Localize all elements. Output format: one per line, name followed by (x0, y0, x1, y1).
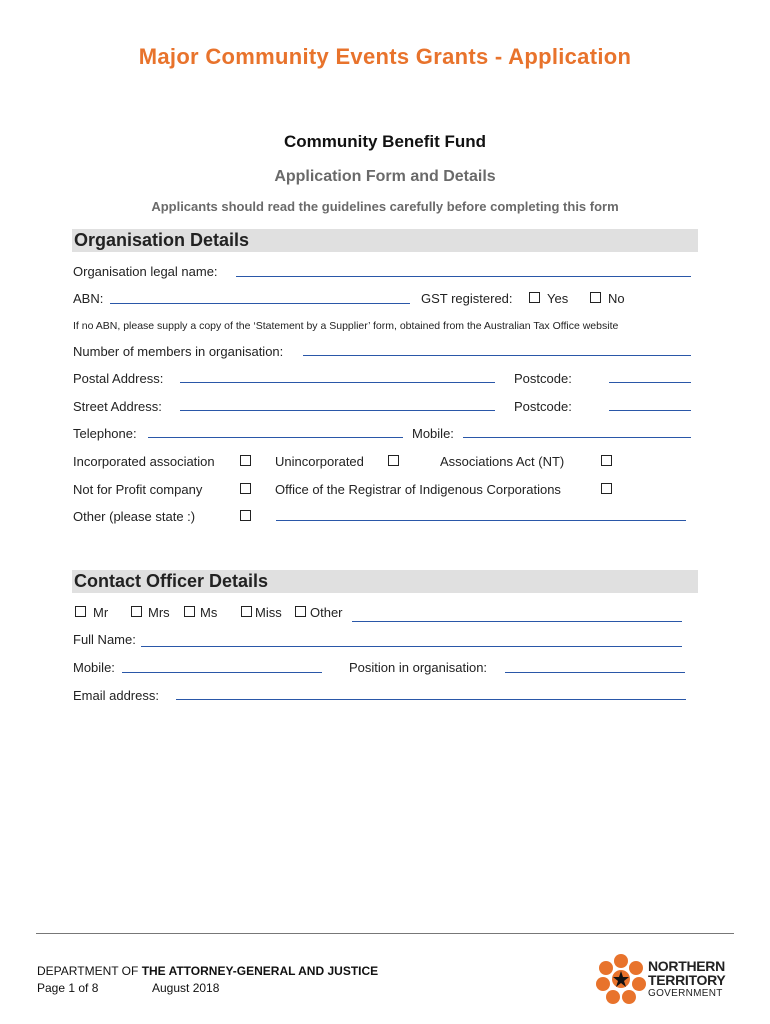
abn-label: ABN: (73, 291, 104, 306)
postal-postcode-label: Postcode: (514, 371, 572, 386)
org-mobile-field[interactable] (463, 437, 691, 438)
page-title: Major Community Events Grants - Application (138, 44, 632, 69)
ms-label: Ms (200, 605, 218, 620)
contact-section-header (72, 570, 698, 593)
department-prefix: DEPARTMENT OF (37, 964, 139, 978)
miss-label: Miss (255, 605, 282, 620)
gst-yes-label: Yes (547, 291, 569, 306)
page-number: Page 1 of 8 (37, 981, 99, 995)
miss-checkbox[interactable] (241, 606, 252, 617)
logo-line-government: GOVERNMENT (648, 988, 723, 999)
other-org-field[interactable] (276, 520, 686, 521)
members-label: Number of members in organisation: (73, 344, 284, 359)
contact-mobile-field[interactable] (122, 672, 322, 673)
fund-name: Community Benefit Fund (283, 132, 487, 151)
nt-government-logo-icon (596, 954, 646, 1004)
full-name-label: Full Name: (73, 632, 136, 647)
other-org-checkbox[interactable] (240, 510, 251, 521)
logo-line-northern: NORTHERN (648, 958, 725, 974)
org-mobile-label: Mobile: (412, 426, 454, 441)
oric-checkbox[interactable] (601, 483, 612, 494)
footer-rule (36, 933, 734, 934)
associations-act-checkbox[interactable] (601, 455, 612, 466)
unincorporated-checkbox[interactable] (388, 455, 399, 466)
other-title-field[interactable] (352, 621, 682, 622)
contact-mobile-label: Mobile: (73, 660, 115, 675)
postal-postcode-field[interactable] (609, 382, 691, 383)
street-address-label: Street Address: (73, 399, 162, 414)
postal-address-label: Postal Address: (73, 371, 164, 386)
telephone-field[interactable] (148, 437, 403, 438)
email-field[interactable] (176, 699, 686, 700)
street-postcode-field[interactable] (609, 410, 691, 411)
organisation-section-title: Organisation Details (74, 230, 250, 250)
members-field[interactable] (303, 355, 691, 356)
form-instruction: Applicants should read the guidelines carefully before completing this form (151, 199, 619, 214)
other-title-checkbox[interactable] (295, 606, 306, 617)
full-name-field[interactable] (141, 646, 682, 647)
position-label: Position in organisation: (349, 660, 488, 675)
footer-date: August 2018 (152, 981, 220, 995)
incorporated-label: Incorporated association (73, 454, 215, 469)
ms-checkbox[interactable] (184, 606, 195, 617)
gst-no-label: No (608, 291, 625, 306)
mrs-checkbox[interactable] (131, 606, 142, 617)
associations-act-label: Associations Act (NT) (440, 454, 565, 469)
gst-label: GST registered: (421, 291, 513, 306)
nfp-label: Not for Profit company (73, 482, 203, 497)
mr-checkbox[interactable] (75, 606, 86, 617)
logo-line-territory: TERRITORY (648, 972, 726, 988)
legal-name-field[interactable] (236, 276, 691, 277)
department-name (37, 964, 378, 978)
organisation-section-header (72, 229, 698, 252)
legal-name-label: Organisation legal name: (73, 264, 218, 279)
mrs-label: Mrs (148, 605, 170, 620)
email-label: Email address: (73, 688, 159, 703)
form-title: Application Form and Details (274, 168, 496, 185)
abn-note: If no ABN, please supply a copy of the ‘Statement by a Supplier’ form, obtained from the Australian Tax Office website (73, 320, 619, 332)
contact-section-title: Contact Officer Details (74, 571, 269, 591)
nfp-checkbox[interactable] (240, 483, 251, 494)
telephone-label: Telephone: (73, 426, 137, 441)
department-title: THE ATTORNEY-GENERAL AND JUSTICE (141, 964, 379, 978)
gst-yes-checkbox[interactable] (529, 292, 540, 303)
street-postcode-label: Postcode: (514, 399, 572, 414)
gst-no-checkbox[interactable] (590, 292, 601, 303)
street-address-field[interactable] (180, 410, 495, 411)
oric-label: Office of the Registrar of Indigenous Corporations (275, 482, 561, 497)
other-title-label: Other (310, 605, 343, 620)
mr-label: Mr (93, 605, 109, 620)
incorporated-checkbox[interactable] (240, 455, 251, 466)
postal-address-field[interactable] (180, 382, 495, 383)
position-field[interactable] (505, 672, 685, 673)
unincorporated-label: Unincorporated (275, 454, 364, 469)
abn-field[interactable] (110, 303, 410, 304)
other-org-label: Other (please state :) (73, 509, 196, 524)
